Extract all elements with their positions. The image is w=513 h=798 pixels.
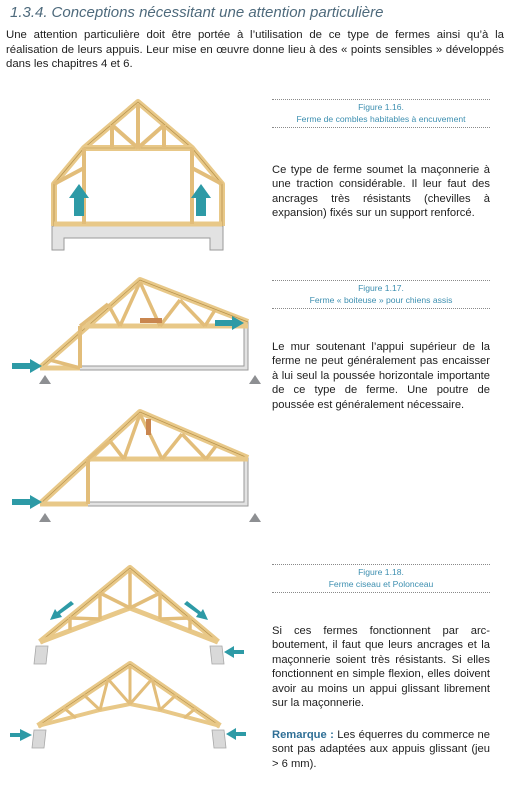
figure-label: Figure 1.18. bbox=[358, 567, 404, 577]
polonceau-truss bbox=[38, 664, 220, 726]
support-triangle bbox=[39, 513, 51, 522]
thrust-arrow-right bbox=[226, 728, 246, 740]
figure-caption: Ferme ciseau et Polonceau bbox=[328, 579, 434, 589]
figure-1-18-drawing bbox=[4, 560, 266, 760]
thrust-arrow-right bbox=[224, 646, 244, 658]
figure-caption: Ferme « boiteuse » pour chiens assis bbox=[309, 295, 453, 305]
section-title-text: Conceptions nécessitant une attention particulière bbox=[51, 4, 384, 21]
wall-outline-top bbox=[44, 322, 248, 370]
section-number: 1.3.4. bbox=[10, 4, 48, 21]
remark-label: Remarque : bbox=[272, 729, 334, 741]
support-triangle bbox=[249, 513, 261, 522]
thrust-arrow-left bbox=[10, 729, 32, 741]
figure-label: Figure 1.17. bbox=[358, 283, 404, 293]
concrete-base bbox=[52, 226, 223, 250]
figure-1-17-drawing bbox=[10, 266, 270, 531]
lame-truss-bottom bbox=[40, 412, 248, 504]
figure-1-17-caption bbox=[272, 280, 490, 309]
masonry-support bbox=[32, 730, 46, 748]
figure-caption: Ferme de combles habitables à encuvement bbox=[296, 114, 466, 124]
remark-text: Les équerres du commerce ne sont pas adaptées aux appuis glissant (jeu > 6 mm). bbox=[272, 729, 490, 770]
figure-1-16-caption bbox=[272, 99, 490, 128]
support-triangle bbox=[39, 375, 51, 384]
figure-1-17-text: Le mur soutenant l’appui supérieur de la ferme ne peut généralement pas encaisser à lui seul la poussée horizontale importante de ce type de ferme. Une poutre de poussée est généralement nécessaire. bbox=[272, 341, 490, 411]
remark-paragraph bbox=[272, 728, 490, 771]
masonry-support bbox=[210, 646, 224, 664]
figure-1-18-text: Si ces fermes fonctionnent par arc-boutement, il faut que leurs ancrages et la maçonnerie soient très résistants. Si elles fonctionnent en simple flexion, elles doivent avoir au moins un appui glissant librement sur la maçonnerie. bbox=[272, 625, 490, 710]
thrust-arrow-bottom-left bbox=[12, 495, 42, 509]
figure-1-16-text: Ce type de ferme soumet la maçonnerie à une traction considérable. Il leur faut des ancrages très résistants (chevilles à expansion) fixés sur un support renforcé. bbox=[272, 164, 490, 220]
figure-1-18-caption bbox=[272, 564, 490, 593]
thrust-arrow-top-left bbox=[12, 359, 42, 373]
masonry-support bbox=[212, 730, 226, 748]
figure-1-16-drawing bbox=[40, 98, 265, 253]
support-triangle bbox=[249, 375, 261, 384]
masonry-support bbox=[34, 646, 48, 664]
intro-paragraph: Une attention particulière doit être portée à l’utilisation de ce type de fermes ainsi qu’à la réalisation de leurs appuis. Leur mise en œuvre donne lieu à des « points sensibles » développés dans les chapitres 4 et 6. bbox=[6, 29, 504, 70]
figure-label: Figure 1.16. bbox=[358, 102, 404, 112]
wall-outline-bottom bbox=[44, 458, 248, 506]
section-title bbox=[6, 4, 383, 21]
